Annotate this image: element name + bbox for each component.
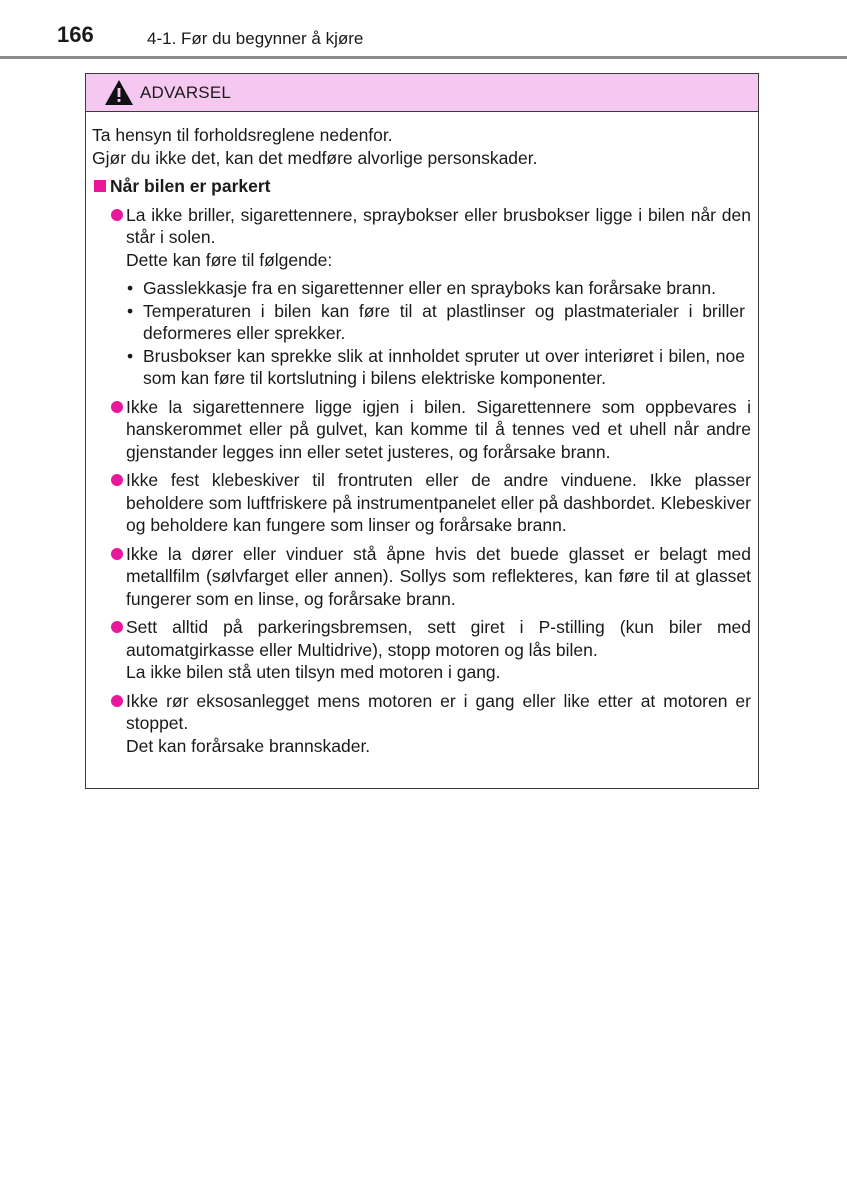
sub-item-text: Gasslekkasje fra en sigarettenner eller en sprayboks kan forårsake brann. — [143, 278, 716, 298]
list-item — [92, 690, 751, 758]
circle-bullet-icon — [111, 209, 123, 221]
sub-list-item — [126, 277, 751, 300]
warning-body — [86, 112, 758, 757]
page-number: 166 — [57, 22, 94, 47]
small-bullet-icon: • — [127, 345, 134, 366]
list-item — [92, 616, 751, 684]
sub-list-item — [126, 345, 751, 390]
intro-line: Ta hensyn til forholdsreglene nedenfor. — [92, 125, 393, 145]
warning-triangle-icon — [104, 79, 134, 106]
sub-item-text: Brusbokser kan sprekke slik at innholdet spruter ut over interiøret i bilen, noe som kan føre til kortslutning i bilens elektriske komponenter. — [143, 345, 745, 388]
circle-bullet-icon — [111, 474, 123, 486]
small-bullet-icon: • — [127, 278, 134, 298]
small-bullet-icon: • — [127, 300, 134, 321]
item-text: Sett alltid på parkeringsbremsen, sett giret i P-stilling (kun biler med automatgirkasse eller Multidrive), stopp motoren og lås bilen. — [126, 617, 751, 660]
header-divider — [0, 56, 847, 59]
sub-list — [126, 277, 751, 390]
circle-bullet-icon — [111, 621, 123, 633]
list-item — [92, 543, 751, 611]
sub-list-item — [126, 300, 751, 345]
list-item — [92, 396, 751, 464]
circle-bullet-icon — [111, 548, 123, 560]
circle-bullet-icon — [111, 401, 123, 413]
section-title: 4-1. Før du begynner å kjøre — [147, 29, 364, 48]
warning-header — [86, 74, 758, 112]
warning-label: ADVARSEL — [140, 82, 232, 102]
item-extra: Dette kan føre til følgende: — [126, 249, 333, 270]
warning-box — [85, 73, 759, 789]
item-text: Ikke rør eksosanlegget mens motoren er i gang eller like etter at motoren er stoppet. — [126, 690, 751, 733]
list-item — [92, 204, 751, 390]
intro-line: Gjør du ikke det, kan det medføre alvorlige personskader. — [92, 147, 538, 168]
square-bullet-icon — [94, 180, 106, 192]
item-text: La ikke briller, sigarettennere, spraybokser eller brusbokser ligge i bilen når den står i solen. — [126, 204, 751, 247]
sub-item-text: Temperaturen i bilen kan føre til at plastlinser og plastmaterialer i briller deformeres eller sprekker. — [143, 300, 745, 343]
item-extra: La ikke bilen stå uten tilsyn med motoren i gang. — [126, 662, 501, 682]
item-text: Ikke fest klebeskiver til frontruten eller de andre vinduene. Ikke plasser beholdere som luftfriskere på instrumentpanelet eller på dashbordet. Klebeskiver og beholdere kan fungere som linser og forårsake brann. — [126, 470, 751, 535]
subheading — [92, 175, 751, 198]
list-item — [92, 469, 751, 537]
item-extra: Det kan forårsake brannskader. — [126, 735, 371, 756]
subheading-text: Når bilen er parkert — [110, 176, 271, 196]
item-text: Ikke la sigarettennere ligge igjen i bilen. Sigarettennere som oppbevares i hanskerommet eller på gulvet, kan komme til å tennes ved et uhell når andre gjenstander legges inn eller setet justeres, og forårsake brann. — [126, 396, 751, 462]
circle-bullet-icon — [111, 695, 123, 707]
item-text: Ikke la dører eller vinduer stå åpne hvis det buede glasset er belagt med metallfilm (sølvfarget eller annen). Sollys som reflekteres, kan føre til at glasset fungerer som en linse, og forårsake brann. — [126, 543, 751, 609]
